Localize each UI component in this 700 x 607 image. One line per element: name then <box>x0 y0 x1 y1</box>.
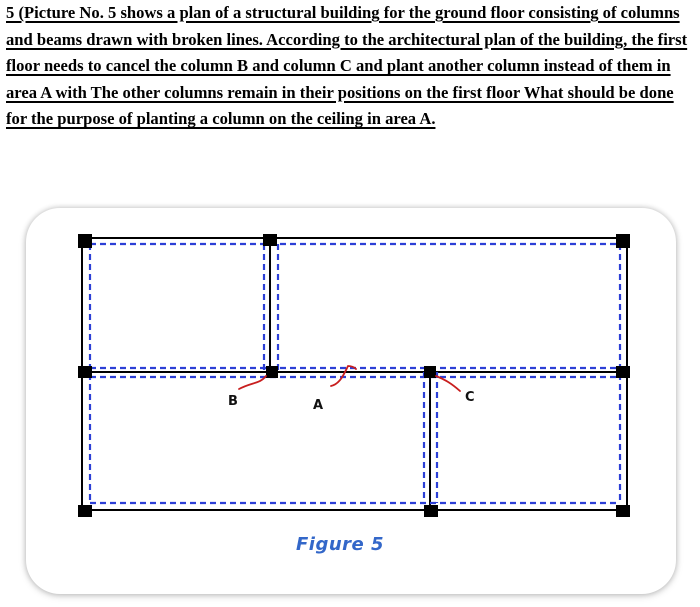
column-top-right <box>616 234 630 248</box>
column-top-left <box>78 234 92 248</box>
beam-lines <box>90 244 620 503</box>
label-a: A <box>313 398 324 413</box>
question-text: 5 (Picture No. 5 shows a plan of a structural building for the ground floor consisting of columns and beams drawn with broken lines. According to the architectural plan of the building, the first floor needs to cancel the column B and column C and plant another column instead of them in area A with The other columns remain in their positions on the first floor What should be done for the purpose of planting a column on the ceiling in area A. <box>6 3 688 129</box>
column-mid-right <box>616 366 630 378</box>
figure-caption: Figure 5 <box>296 534 385 555</box>
column-mid-left <box>78 366 92 378</box>
wall-outline <box>82 238 627 510</box>
columns <box>78 234 630 517</box>
column-bottom-middle <box>424 505 438 517</box>
column-b <box>266 366 278 378</box>
column-bottom-left <box>78 505 92 517</box>
column-top-middle <box>263 234 277 246</box>
pointer-c <box>436 376 460 391</box>
label-c: C <box>465 390 475 405</box>
column-bottom-right <box>616 505 630 517</box>
label-b: B <box>228 394 238 409</box>
column-c <box>424 366 436 378</box>
